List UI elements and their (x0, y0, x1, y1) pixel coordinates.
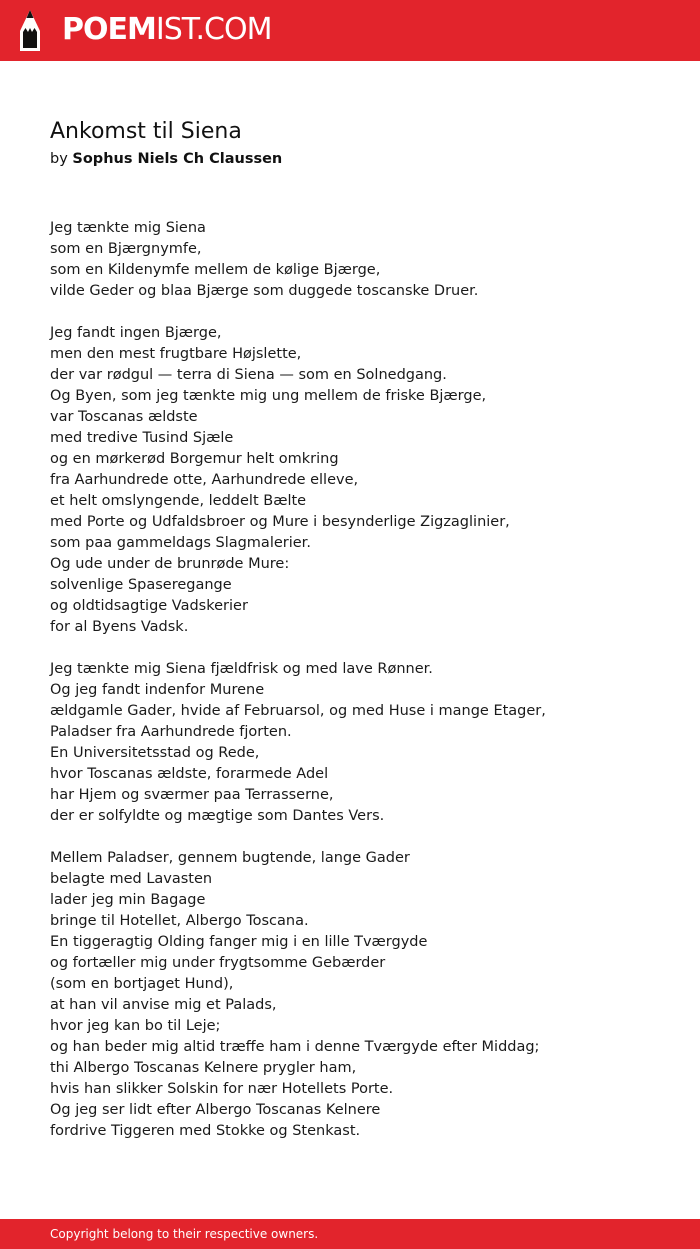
pencil-logo-icon[interactable] (18, 10, 42, 51)
site-footer (0, 1219, 700, 1249)
poem-line: for al Byens Vadsk. (50, 619, 189, 635)
logo-light-part: IST.COM (155, 12, 272, 47)
poem-line: var Toscanas ældste (50, 409, 198, 425)
poem-line: et helt omslyngende, leddelt Bælte (50, 493, 307, 509)
poem-line: har Hjem og sværmer paa Terrasserne, (50, 787, 334, 803)
logo-bold-part: POEM (62, 12, 156, 47)
poem-line: En Universitetsstad og Rede, (50, 745, 260, 761)
poem-line: og en mørkerød Borgemur helt omkring (50, 451, 339, 467)
poem-line: med tredive Tusind Sjæle (50, 430, 234, 446)
poem-line: som en Kildenymfe mellem de kølige Bjærge, (50, 262, 381, 278)
poem-line: Mellem Paladser, gennem bugtende, lange Gader (50, 850, 410, 866)
poem-line: solvenlige Spaseregange (50, 577, 232, 593)
poem-line: lader jeg min Bagage (50, 892, 206, 908)
poem-byline (50, 149, 282, 169)
site-header (0, 0, 700, 61)
poem-line: Jeg tænkte mig Siena fjældfrisk og med lave Rønner. (50, 661, 433, 677)
poem-line: (som en bortjaget Hund), (50, 976, 234, 992)
poem-line: belagte med Lavasten (50, 871, 213, 887)
poem-body (50, 218, 670, 1163)
poem-stanza (50, 659, 670, 827)
copyright-notice: Copyright belong to their respective owners. (50, 1227, 319, 1241)
author-name: Sophus Niels Ch Claussen (72, 151, 283, 167)
poem-line: hvis han slikker Solskin for nær Hotellets Porte. (50, 1081, 394, 1097)
poem-line: fordrive Tiggeren med Stokke og Stenkast. (50, 1123, 361, 1139)
poem-line: bringe til Hotellet, Albergo Toscana. (50, 913, 309, 929)
poem-title: Ankomst til Siena (50, 119, 242, 144)
poem-line: Og jeg fandt indenfor Murene (50, 682, 265, 698)
poem-line: med Porte og Udfaldsbroer og Mure i besynderlige Zigzaglinier, (50, 514, 510, 530)
poem-line: thi Albergo Toscanas Kelnere prygler ham, (50, 1060, 357, 1076)
poem-line: og han beder mig altid træffe ham i denne Tværgyde efter Middag; (50, 1039, 540, 1055)
poem-line: hvor jeg kan bo til Leje; (50, 1018, 221, 1034)
poem-line: der er solfyldte og mægtige som Dantes Vers. (50, 808, 385, 824)
poem-line: Og Byen, som jeg tænkte mig ung mellem de friske Bjærge, (50, 388, 487, 404)
poem-line: og fortæller mig under frygtsomme Gebærder (50, 955, 386, 971)
poem-line: og oldtidsagtige Vadskerier (50, 598, 248, 614)
poem-line: Paladser fra Aarhundrede fjorten. (50, 724, 292, 740)
by-label: by (50, 151, 68, 167)
poem-line: at han vil anvise mig et Palads, (50, 997, 277, 1013)
site-logo-text[interactable] (62, 12, 271, 48)
poem-line: Jeg tænkte mig Siena (50, 220, 206, 236)
poem-line: som paa gammeldags Slagmalerier. (50, 535, 311, 551)
poem-line: Og jeg ser lidt efter Albergo Toscanas Kelnere (50, 1102, 381, 1118)
poem-line: vilde Geder og blaa Bjærge som duggede toscanske Druer. (50, 283, 479, 299)
poem-line: hvor Toscanas ældste, forarmede Adel (50, 766, 329, 782)
poem-line: der var rødgul — terra di Siena — som en Solnedgang. (50, 367, 447, 383)
poem-line: ældgamle Gader, hvide af Februarsol, og med Huse i mange Etager, (50, 703, 546, 719)
poem-line: En tiggeragtig Olding fanger mig i en lille Tværgyde (50, 934, 428, 950)
poem-stanza (50, 848, 670, 1142)
poem-stanza (50, 323, 670, 638)
poem-line: fra Aarhundrede otte, Aarhundrede elleve, (50, 472, 359, 488)
poem-line: Jeg fandt ingen Bjærge, (50, 325, 222, 341)
poem-line: men den mest frugtbare Højslette, (50, 346, 302, 362)
poem-line: som en Bjærgnymfe, (50, 241, 202, 257)
poem-line: Og ude under de brunrøde Mure: (50, 556, 290, 572)
poem-stanza (50, 218, 670, 302)
